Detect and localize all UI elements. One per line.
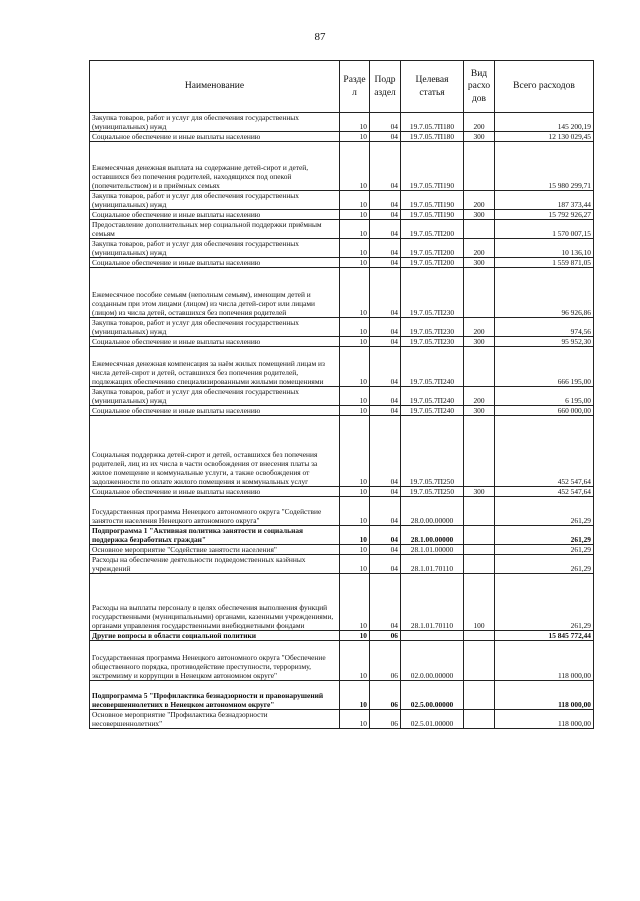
cell-target: 19.7.05.7П180 <box>401 113 464 132</box>
cell-kind <box>464 641 495 681</box>
cell-kind: 100 <box>464 574 495 631</box>
cell-subsection: 06 <box>370 641 401 681</box>
cell-subsection: 04 <box>370 268 401 318</box>
cell-name: Расходы на выплаты персоналу в целях обеспечения выполнения функций государственными (муниципальными) органами, казенными учреждениями, органами управления государственными внебюджетными фондами <box>90 574 340 631</box>
cell-kind <box>464 710 495 729</box>
cell-target <box>401 631 464 641</box>
cell-target: 19.7.05.7П240 <box>401 387 464 406</box>
cell-section: 10 <box>340 210 370 220</box>
table-row <box>90 268 594 318</box>
cell-section: 10 <box>340 132 370 142</box>
cell-total: 118 000,00 <box>495 641 594 681</box>
cell-total: 261,29 <box>495 497 594 526</box>
cell-total: 452 547,64 <box>495 487 594 497</box>
cell-section: 10 <box>340 555 370 574</box>
budget-table <box>89 60 594 729</box>
cell-kind: 300 <box>464 487 495 497</box>
cell-target: 28.1.01.00000 <box>401 545 464 555</box>
cell-name: Ежемесячное пособие семьям (неполным семьям), имеющим детей и созданным при этом лицами (лицом) из числа детей-сирот или лицами (лицом) из числа детей, оставшихся без попечения родителей <box>90 268 340 318</box>
cell-target: 02.0.00.00000 <box>401 641 464 681</box>
cell-subsection: 04 <box>370 497 401 526</box>
header-name: Наименование <box>90 61 340 113</box>
cell-total: 1 559 871,05 <box>495 258 594 268</box>
cell-subsection: 04 <box>370 142 401 191</box>
cell-section: 10 <box>340 113 370 132</box>
cell-target: 02.5.00.00000 <box>401 681 464 710</box>
cell-kind: 300 <box>464 258 495 268</box>
cell-subsection: 04 <box>370 387 401 406</box>
cell-section: 10 <box>340 220 370 239</box>
cell-subsection: 04 <box>370 574 401 631</box>
cell-section: 10 <box>340 142 370 191</box>
table-row <box>90 220 594 239</box>
cell-name: Социальное обеспечение и иные выплаты населению <box>90 132 340 142</box>
cell-section: 10 <box>340 347 370 387</box>
cell-kind <box>464 416 495 487</box>
cell-total: 118 000,00 <box>495 681 594 710</box>
cell-target: 19.7.05.7П240 <box>401 406 464 416</box>
cell-total: 666 195,00 <box>495 347 594 387</box>
cell-name: Социальное обеспечение и иные выплаты населению <box>90 406 340 416</box>
table-row <box>90 526 594 545</box>
cell-section: 10 <box>340 416 370 487</box>
cell-name: Закупка товаров, работ и услуг для обеспечения государственных (муниципальных) нужд <box>90 113 340 132</box>
cell-total: 660 000,00 <box>495 406 594 416</box>
cell-subsection: 04 <box>370 526 401 545</box>
table-row <box>90 318 594 337</box>
header-section: Разде л <box>340 61 370 113</box>
cell-kind: 200 <box>464 387 495 406</box>
cell-target: 02.5.01.00000 <box>401 710 464 729</box>
cell-target: 19.7.05.7П190 <box>401 142 464 191</box>
table-row <box>90 387 594 406</box>
cell-subsection: 04 <box>370 555 401 574</box>
cell-subsection: 04 <box>370 258 401 268</box>
table-row <box>90 497 594 526</box>
cell-name: Социальное обеспечение и иные выплаты населению <box>90 337 340 347</box>
cell-name: Социальное обеспечение и иные выплаты населению <box>90 210 340 220</box>
cell-kind <box>464 631 495 641</box>
cell-kind: 200 <box>464 113 495 132</box>
table-row <box>90 258 594 268</box>
cell-subsection: 04 <box>370 337 401 347</box>
cell-section: 10 <box>340 545 370 555</box>
cell-section: 10 <box>340 681 370 710</box>
cell-total: 15 845 772,44 <box>495 631 594 641</box>
cell-target: 19.7.05.7П200 <box>401 239 464 258</box>
cell-subsection: 04 <box>370 132 401 142</box>
cell-target: 28.0.00.00000 <box>401 497 464 526</box>
cell-subsection: 06 <box>370 631 401 641</box>
table-row <box>90 239 594 258</box>
cell-kind <box>464 220 495 239</box>
cell-name: Социальная поддержка детей-сирот и детей, оставшихся без попечения родителей, лиц из их числа в части освобождения от внесения платы за жилое помещение и коммунальные услуги, а также освобождения от задолженности по оплате жилого помещения и коммунальных услуг <box>90 416 340 487</box>
cell-total: 261,29 <box>495 574 594 631</box>
cell-kind: 300 <box>464 132 495 142</box>
cell-subsection: 04 <box>370 545 401 555</box>
table-row <box>90 132 594 142</box>
table-row <box>90 142 594 191</box>
cell-total: 261,29 <box>495 555 594 574</box>
cell-target: 19.7.05.7П230 <box>401 268 464 318</box>
cell-target: 19.7.05.7П240 <box>401 347 464 387</box>
table-row <box>90 555 594 574</box>
cell-total: 12 130 029,45 <box>495 132 594 142</box>
cell-total: 261,29 <box>495 526 594 545</box>
cell-target: 19.7.05.7П250 <box>401 416 464 487</box>
cell-section: 10 <box>340 574 370 631</box>
cell-name: Закупка товаров, работ и услуг для обеспечения государственных (муниципальных) нужд <box>90 318 340 337</box>
cell-kind: 300 <box>464 210 495 220</box>
cell-name: Государственная программа Ненецкого автономного округа "Обеспечение общественного порядка, противодействие преступности, терроризму, экстремизму и коррупции в Ненецком автономном округе" <box>90 641 340 681</box>
cell-target: 19.7.05.7П190 <box>401 210 464 220</box>
table-row <box>90 416 594 487</box>
cell-target: 19.7.05.7П180 <box>401 132 464 142</box>
table-row <box>90 487 594 497</box>
cell-target: 28.1.00.00000 <box>401 526 464 545</box>
cell-total: 187 373,44 <box>495 191 594 210</box>
cell-section: 10 <box>340 268 370 318</box>
header-total: Всего расходов <box>495 61 594 113</box>
cell-name: Социальное обеспечение и иные выплаты населению <box>90 487 340 497</box>
header-kind: Вид расхо дов <box>464 61 495 113</box>
cell-name: Другие вопросы в области социальной политики <box>90 631 340 641</box>
cell-section: 10 <box>340 641 370 681</box>
cell-total: 261,29 <box>495 545 594 555</box>
cell-name: Подпрограмма 5 "Профилактика безнадзорности и правонарушений несовершеннолетних в Ненецком автономном округе" <box>90 681 340 710</box>
page-number: 87 <box>314 31 326 43</box>
table-row <box>90 191 594 210</box>
cell-section: 10 <box>340 526 370 545</box>
cell-target: 19.7.05.7П250 <box>401 487 464 497</box>
table-row <box>90 710 594 729</box>
cell-total: 10 136,10 <box>495 239 594 258</box>
cell-subsection: 04 <box>370 347 401 387</box>
table-row <box>90 113 594 132</box>
cell-subsection: 04 <box>370 210 401 220</box>
cell-subsection: 04 <box>370 416 401 487</box>
table-row <box>90 210 594 220</box>
cell-name: Подпрограмма 1 "Активная политика занятости и социальная поддержка безработных граждан" <box>90 526 340 545</box>
cell-section: 10 <box>340 497 370 526</box>
table-row <box>90 641 594 681</box>
cell-kind <box>464 497 495 526</box>
cell-name: Ежемесячная денежная выплата на содержание детей-сирот и детей, оставшихся без попечения родителей, находящихся под опекой (попечительством) и в приёмных семьях <box>90 142 340 191</box>
cell-total: 6 195,00 <box>495 387 594 406</box>
cell-kind <box>464 555 495 574</box>
cell-name: Закупка товаров, работ и услуг для обеспечения государственных (муниципальных) нужд <box>90 387 340 406</box>
cell-section: 10 <box>340 710 370 729</box>
cell-kind <box>464 142 495 191</box>
cell-target: 19.7.05.7П200 <box>401 220 464 239</box>
cell-section: 10 <box>340 318 370 337</box>
cell-name: Расходы на обеспечение деятельности подведомственных казённых учреждений <box>90 555 340 574</box>
cell-kind: 200 <box>464 318 495 337</box>
table-row <box>90 347 594 387</box>
cell-total: 452 547,64 <box>495 416 594 487</box>
table-row <box>90 337 594 347</box>
table-header-row <box>90 61 594 113</box>
cell-target: 28.1.01.70110 <box>401 574 464 631</box>
cell-subsection: 04 <box>370 113 401 132</box>
cell-subsection: 04 <box>370 487 401 497</box>
cell-kind <box>464 681 495 710</box>
cell-target: 19.7.05.7П230 <box>401 318 464 337</box>
table-row <box>90 631 594 641</box>
cell-target: 19.7.05.7П190 <box>401 191 464 210</box>
cell-section: 10 <box>340 337 370 347</box>
cell-subsection: 04 <box>370 191 401 210</box>
cell-total: 95 952,30 <box>495 337 594 347</box>
cell-section: 10 <box>340 631 370 641</box>
cell-section: 10 <box>340 239 370 258</box>
cell-total: 1 570 007,15 <box>495 220 594 239</box>
cell-subsection: 06 <box>370 710 401 729</box>
cell-subsection: 04 <box>370 406 401 416</box>
cell-subsection: 04 <box>370 239 401 258</box>
cell-total: 145 200,19 <box>495 113 594 132</box>
cell-name: Закупка товаров, работ и услуг для обеспечения государственных (муниципальных) нужд <box>90 191 340 210</box>
cell-total: 974,56 <box>495 318 594 337</box>
cell-kind: 300 <box>464 337 495 347</box>
table-row <box>90 406 594 416</box>
cell-kind: 200 <box>464 191 495 210</box>
cell-name: Основное мероприятие "Содействие занятости населения" <box>90 545 340 555</box>
cell-section: 10 <box>340 387 370 406</box>
cell-section: 10 <box>340 406 370 416</box>
table-row <box>90 681 594 710</box>
cell-name: Государственная программа Ненецкого автономного округа "Содействие занятости населения Ненецкого автономного округа" <box>90 497 340 526</box>
cell-target: 28.1.01.70110 <box>401 555 464 574</box>
table-row <box>90 545 594 555</box>
cell-total: 15 792 926,27 <box>495 210 594 220</box>
cell-total: 118 000,00 <box>495 710 594 729</box>
cell-subsection: 04 <box>370 220 401 239</box>
cell-kind: 200 <box>464 239 495 258</box>
cell-total: 96 926,86 <box>495 268 594 318</box>
cell-section: 10 <box>340 191 370 210</box>
cell-target: 19.7.05.7П230 <box>401 337 464 347</box>
header-target: Целевая статья <box>401 61 464 113</box>
cell-section: 10 <box>340 258 370 268</box>
cell-total: 15 980 299,71 <box>495 142 594 191</box>
cell-kind <box>464 268 495 318</box>
cell-name: Предоставление дополнительных мер социальной поддержки приёмным семьям <box>90 220 340 239</box>
header-subsection: Подр аздел <box>370 61 401 113</box>
cell-name: Социальное обеспечение и иные выплаты населению <box>90 258 340 268</box>
cell-section: 10 <box>340 487 370 497</box>
cell-name: Основное мероприятие "Профилактика безнадзорности несовершеннолетних" <box>90 710 340 729</box>
table-row <box>90 574 594 631</box>
cell-kind <box>464 545 495 555</box>
cell-kind <box>464 347 495 387</box>
cell-subsection: 04 <box>370 318 401 337</box>
cell-subsection: 06 <box>370 681 401 710</box>
cell-kind <box>464 526 495 545</box>
cell-name: Ежемесячная денежная компенсация за наём жилых помещений лицам из числа детей-сирот и детей, оставшихся без попечения родителей, подлежащих обеспечению специализированными жилыми помещениями <box>90 347 340 387</box>
cell-target: 19.7.05.7П200 <box>401 258 464 268</box>
cell-name: Закупка товаров, работ и услуг для обеспечения государственных (муниципальных) нужд <box>90 239 340 258</box>
cell-kind: 300 <box>464 406 495 416</box>
